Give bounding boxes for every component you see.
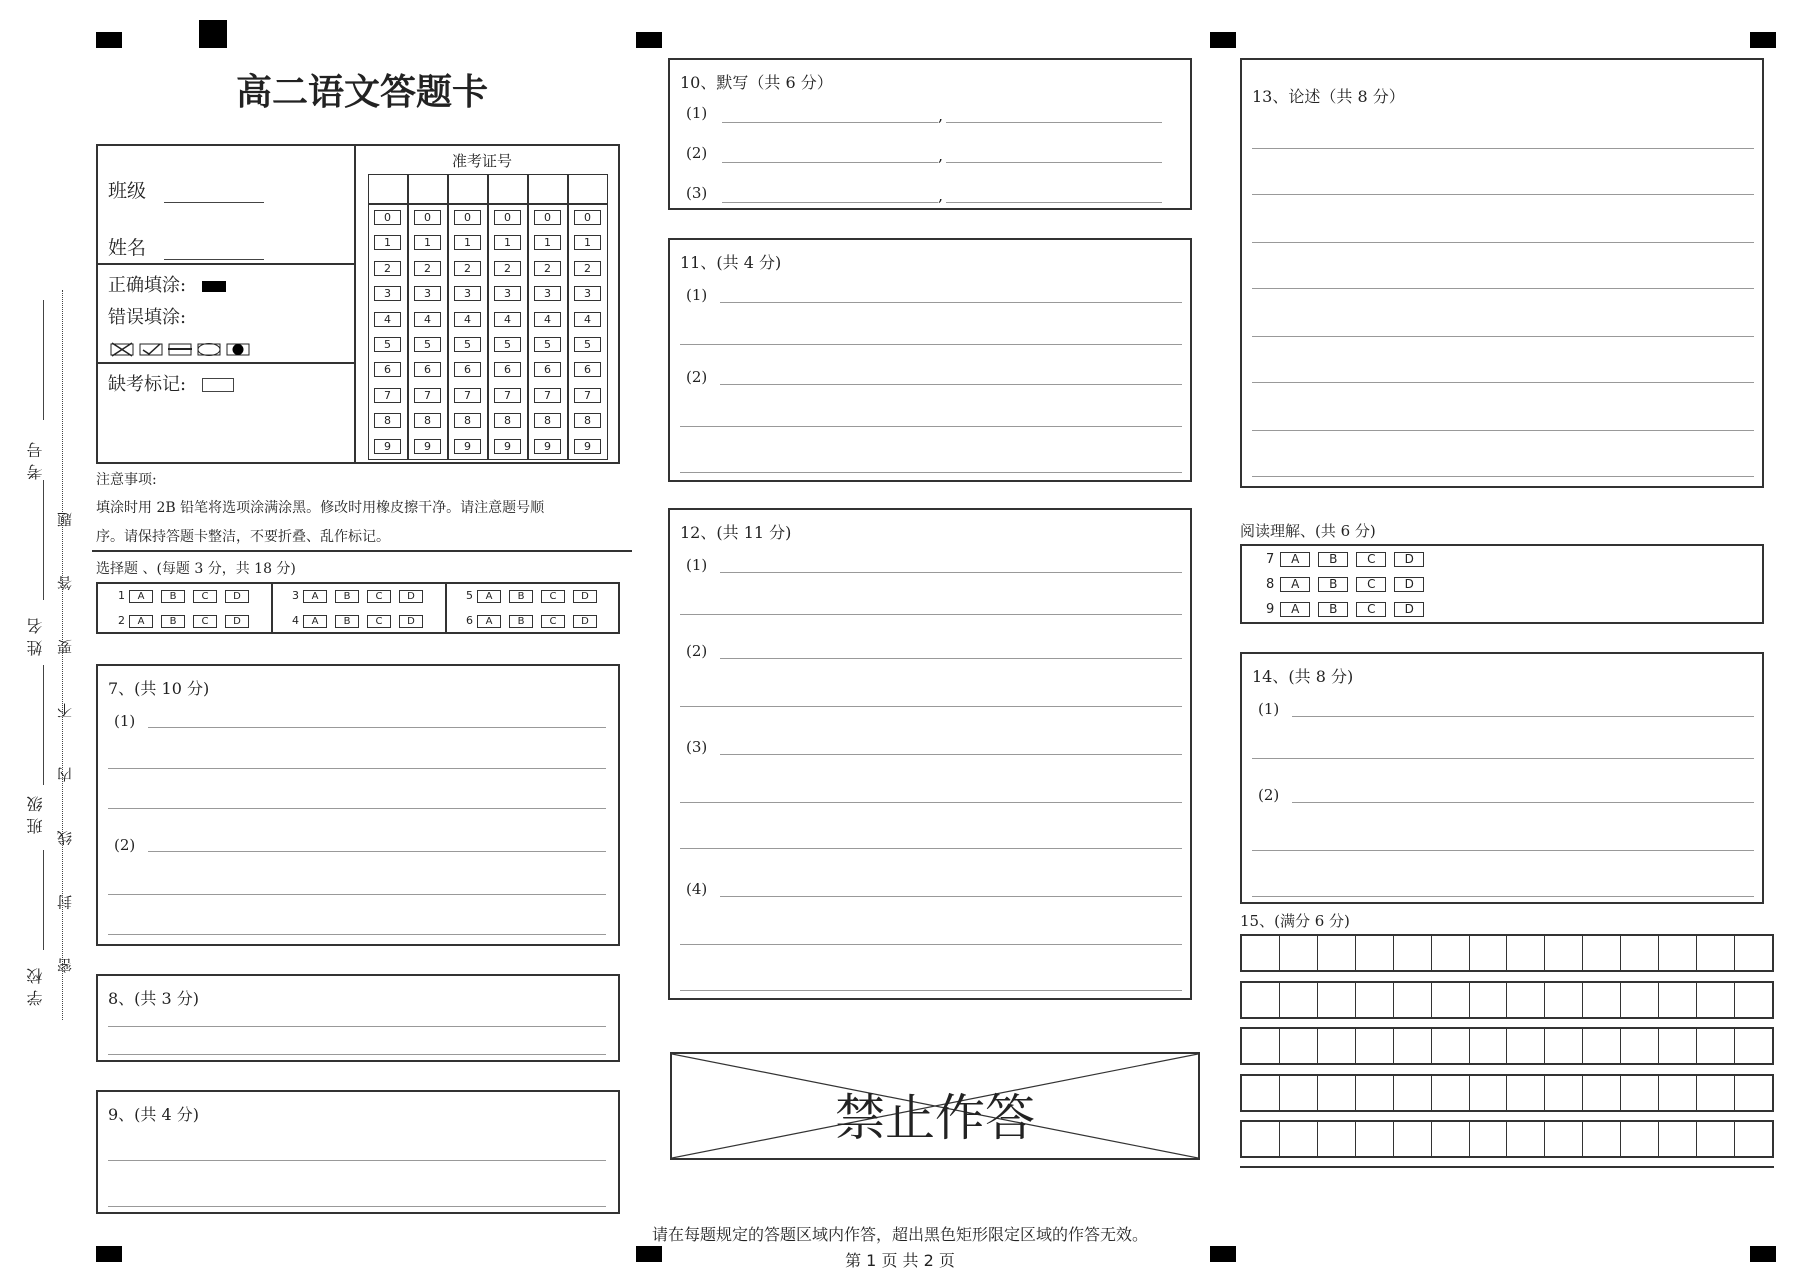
choice-box bbox=[96, 582, 620, 634]
writing-grid-cell[interactable] bbox=[1507, 1076, 1545, 1110]
writing-grid-cell[interactable] bbox=[1735, 1029, 1772, 1063]
exam-id-digit-bubble[interactable]: 9 bbox=[494, 439, 521, 454]
reading-question-number: 7 bbox=[1266, 552, 1275, 567]
writing-grid-cell[interactable] bbox=[1697, 1029, 1735, 1063]
exam-id-digit-bubble[interactable]: 8 bbox=[414, 413, 441, 428]
writing-grid-row bbox=[1240, 981, 1774, 1019]
reading-option-bubble[interactable]: C bbox=[1356, 577, 1386, 592]
correct-fill-sample bbox=[202, 281, 226, 292]
binding-label-exam-id: 考号 bbox=[26, 436, 45, 480]
choice-question-number: 1 bbox=[118, 589, 125, 602]
exam-id-digit-bubble[interactable]: 8 bbox=[454, 413, 481, 428]
question-10-box[interactable]: 10、默写（共 6 分） (1) , (2) , (3) , bbox=[668, 58, 1192, 210]
writing-grid-cell[interactable] bbox=[1697, 1122, 1735, 1156]
choice-question-row bbox=[466, 589, 605, 603]
choice-option-bubble[interactable]: B bbox=[509, 590, 533, 603]
writing-grid-row bbox=[1240, 934, 1774, 972]
exam-id-digit-bubble[interactable]: 0 bbox=[374, 210, 401, 225]
writing-grid-cell[interactable] bbox=[1545, 1029, 1583, 1063]
no-answer-zone bbox=[670, 1052, 1200, 1160]
writing-grid-cell[interactable] bbox=[1318, 936, 1356, 970]
registration-mark bbox=[96, 32, 122, 48]
reading-question-number: 9 bbox=[1266, 602, 1275, 617]
writing-grid-cell[interactable] bbox=[1280, 983, 1318, 1017]
wrong-fill-label: 错误填涂: bbox=[108, 307, 187, 328]
q7-part-2-label: (2) bbox=[114, 836, 136, 854]
exam-id-digit-bubble[interactable]: 5 bbox=[494, 337, 521, 352]
exam-id-grid bbox=[368, 174, 608, 462]
exam-id-digit-bubble[interactable]: 7 bbox=[494, 388, 521, 403]
exam-id-digit-bubble[interactable]: 4 bbox=[494, 312, 521, 327]
writing-grid-cell[interactable] bbox=[1242, 1076, 1280, 1110]
question-13-box[interactable] bbox=[1240, 58, 1764, 488]
footer-warning: 请在每题规定的答题区域内作答，超出黑色矩形限定区域的作答无效。 bbox=[651, 1225, 1148, 1244]
choice-option-bubble[interactable]: D bbox=[399, 615, 423, 628]
question-10-title: 10、默写（共 6 分） bbox=[680, 73, 833, 92]
question-7-box[interactable] bbox=[96, 664, 620, 946]
exam-id-digit-bubble[interactable]: 0 bbox=[454, 210, 481, 225]
exam-id-write-cell[interactable] bbox=[488, 174, 528, 204]
question-12-box[interactable] bbox=[668, 508, 1192, 1000]
writing-grid-cell[interactable] bbox=[1432, 936, 1470, 970]
exam-id-digit-bubble[interactable]: 3 bbox=[574, 286, 601, 301]
writing-grid-cell[interactable] bbox=[1659, 1029, 1697, 1063]
writing-grid-row bbox=[1240, 1027, 1774, 1065]
registration-mark bbox=[1210, 32, 1236, 48]
writing-grid-cell[interactable] bbox=[1242, 1122, 1280, 1156]
registration-mark bbox=[199, 20, 227, 48]
writing-grid-cell[interactable] bbox=[1621, 1029, 1659, 1063]
choice-question-number: 6 bbox=[466, 614, 473, 627]
exam-id-digit-bubble[interactable]: 4 bbox=[454, 312, 481, 327]
exam-id-digit-bubble[interactable]: 9 bbox=[414, 439, 441, 454]
writing-grid-cell[interactable] bbox=[1507, 983, 1545, 1017]
binding-label-name: 姓名 bbox=[26, 612, 45, 656]
q12-part-3-label: (3) bbox=[686, 738, 708, 756]
class-label: 班级 bbox=[108, 180, 147, 202]
exam-id-digit-bubble[interactable]: 9 bbox=[534, 439, 561, 454]
exam-id-digit-bubble[interactable]: 7 bbox=[534, 388, 561, 403]
writing-grid-cell[interactable] bbox=[1470, 1122, 1508, 1156]
exam-id-write-cell[interactable] bbox=[528, 174, 568, 204]
question-15-title: 15、(满分 6 分) bbox=[1240, 912, 1350, 930]
choice-option-bubble[interactable]: B bbox=[335, 615, 359, 628]
exam-id-digit-bubble[interactable]: 9 bbox=[574, 439, 601, 454]
writing-grid-cell[interactable] bbox=[1583, 1076, 1621, 1110]
choice-option-bubble[interactable]: B bbox=[335, 590, 359, 603]
exam-id-digit-bubble[interactable]: 0 bbox=[574, 210, 601, 225]
choice-option-bubble[interactable]: A bbox=[303, 590, 327, 603]
choice-option-bubble[interactable]: A bbox=[129, 615, 153, 628]
writing-grid-cell[interactable] bbox=[1280, 1029, 1318, 1063]
writing-grid-cell[interactable] bbox=[1621, 936, 1659, 970]
exam-id-digit-bubble[interactable]: 4 bbox=[534, 312, 561, 327]
writing-grid-cell[interactable] bbox=[1280, 936, 1318, 970]
writing-grid-cell[interactable] bbox=[1356, 1029, 1394, 1063]
writing-grid-cell[interactable] bbox=[1470, 1076, 1508, 1110]
writing-grid-cell[interactable] bbox=[1356, 983, 1394, 1017]
exam-id-digit-bubble[interactable]: 3 bbox=[454, 286, 481, 301]
writing-grid-cell[interactable] bbox=[1394, 936, 1432, 970]
question-9-box[interactable] bbox=[96, 1090, 620, 1214]
writing-grid-cell[interactable] bbox=[1697, 936, 1735, 970]
class-field[interactable] bbox=[164, 184, 264, 203]
choice-option-bubble[interactable]: A bbox=[477, 590, 501, 603]
notice-line-2: 序。请保持答题卡整洁，不要折叠、乱作标记。 bbox=[96, 529, 390, 545]
seal-text: 密 封 线 内 不 要 答 题 bbox=[56, 490, 74, 974]
choice-title: 选择题 、(每题 3 分，共 18 分) bbox=[96, 561, 296, 577]
exam-id-digit-bubble[interactable]: 1 bbox=[374, 235, 401, 250]
writing-grid-cell[interactable] bbox=[1735, 1076, 1772, 1110]
writing-grid-cell[interactable] bbox=[1545, 983, 1583, 1017]
exam-id-digit-bubble[interactable]: 0 bbox=[534, 210, 561, 225]
reading-title: 阅读理解、(共 6 分) bbox=[1240, 522, 1376, 540]
q10-part-1-label: (1) bbox=[686, 104, 708, 122]
exam-id-write-cell[interactable] bbox=[408, 174, 448, 204]
writing-grid-cell[interactable] bbox=[1583, 1029, 1621, 1063]
writing-grid-cell[interactable] bbox=[1583, 936, 1621, 970]
q11-part-2-label: (2) bbox=[686, 368, 708, 386]
exam-id-digit-bubble[interactable]: 6 bbox=[414, 362, 441, 377]
writing-grid-cell[interactable] bbox=[1394, 1122, 1432, 1156]
writing-grid-cell[interactable] bbox=[1318, 1076, 1356, 1110]
writing-grid-cell[interactable] bbox=[1735, 983, 1772, 1017]
reading-question-row bbox=[1266, 602, 1432, 617]
choice-question-row bbox=[466, 614, 605, 628]
writing-grid-cell[interactable] bbox=[1621, 983, 1659, 1017]
question-11-box[interactable] bbox=[668, 238, 1192, 482]
choice-option-bubble[interactable]: D bbox=[225, 615, 249, 628]
writing-grid-cell[interactable] bbox=[1659, 1076, 1697, 1110]
exam-id-digit-bubble[interactable]: 0 bbox=[414, 210, 441, 225]
exam-id-digit-bubble[interactable]: 2 bbox=[534, 261, 561, 276]
writing-grid-cell[interactable] bbox=[1356, 1076, 1394, 1110]
page-number: 第 1 页 共 2 页 bbox=[845, 1251, 955, 1270]
choice-option-bubble[interactable]: C bbox=[541, 590, 565, 603]
choice-question-number: 5 bbox=[466, 589, 473, 602]
exam-id-digit-bubble[interactable]: 5 bbox=[414, 337, 441, 352]
exam-id-digit-bubble[interactable]: 8 bbox=[534, 413, 561, 428]
writing-grid-cell[interactable] bbox=[1394, 1029, 1432, 1063]
writing-grid-cell[interactable] bbox=[1735, 936, 1772, 970]
writing-grid-cell[interactable] bbox=[1659, 983, 1697, 1017]
choice-option-bubble[interactable]: D bbox=[573, 615, 597, 628]
exam-id-digit-bubble[interactable]: 7 bbox=[574, 388, 601, 403]
exam-id-digit-bubble[interactable]: 6 bbox=[574, 362, 601, 377]
notice-line-1: 填涂时用 2B 铅笔将选项涂满涂黑。修改时用橡皮擦干净。请注意题号顺 bbox=[96, 500, 545, 516]
exam-id-digit-bubble[interactable]: 2 bbox=[374, 261, 401, 276]
choice-option-bubble[interactable]: A bbox=[129, 590, 153, 603]
exam-id-digit-bubble[interactable]: 2 bbox=[454, 261, 481, 276]
writing-grid-cell[interactable] bbox=[1394, 983, 1432, 1017]
correct-fill-label: 正确填涂: bbox=[108, 275, 187, 296]
question-14-box[interactable] bbox=[1240, 652, 1764, 904]
writing-grid-cell[interactable] bbox=[1659, 1122, 1697, 1156]
question-8-box[interactable] bbox=[96, 974, 620, 1062]
writing-grid-cell[interactable] bbox=[1432, 983, 1470, 1017]
registration-mark bbox=[636, 32, 662, 48]
reading-option-bubble[interactable]: B bbox=[1318, 577, 1348, 592]
exam-id-digit-bubble[interactable]: 5 bbox=[454, 337, 481, 352]
exam-id-digit-bubble[interactable]: 9 bbox=[454, 439, 481, 454]
choice-option-bubble[interactable]: D bbox=[225, 590, 249, 603]
writing-grid-cell[interactable] bbox=[1432, 1076, 1470, 1110]
reading-option-bubble[interactable]: C bbox=[1356, 602, 1386, 617]
binding-label-school: 学校 bbox=[26, 962, 45, 1006]
question-7-title: 7、(共 10 分) bbox=[108, 679, 210, 698]
choice-option-bubble[interactable]: C bbox=[193, 615, 217, 628]
exam-id-digit-bubble[interactable]: 2 bbox=[574, 261, 601, 276]
absent-checkbox[interactable] bbox=[202, 378, 234, 392]
exam-id-digit-bubble[interactable]: 9 bbox=[374, 439, 401, 454]
reading-question-row bbox=[1266, 552, 1432, 567]
exam-id-digit-bubble[interactable]: 3 bbox=[414, 286, 441, 301]
choice-option-bubble[interactable]: B bbox=[161, 590, 185, 603]
choice-option-bubble[interactable]: C bbox=[193, 590, 217, 603]
absent-label: 缺考标记: bbox=[108, 374, 187, 395]
choice-option-bubble[interactable]: A bbox=[477, 615, 501, 628]
writing-grid-cell[interactable] bbox=[1583, 983, 1621, 1017]
writing-grid-cell[interactable] bbox=[1621, 1122, 1659, 1156]
writing-grid-cell[interactable] bbox=[1394, 1076, 1432, 1110]
writing-grid-row bbox=[1240, 1120, 1774, 1158]
exam-id-digit-bubble[interactable]: 7 bbox=[454, 388, 481, 403]
exam-id-title: 准考证号 bbox=[452, 152, 513, 170]
exam-id-write-cell[interactable] bbox=[568, 174, 608, 204]
writing-grid-cell[interactable] bbox=[1280, 1122, 1318, 1156]
q12-part-4-label: (4) bbox=[686, 880, 708, 898]
choice-question-row bbox=[118, 614, 257, 628]
reading-option-bubble[interactable]: A bbox=[1280, 577, 1310, 592]
question-9-title: 9、(共 4 分) bbox=[108, 1105, 200, 1124]
reading-option-bubble[interactable]: D bbox=[1394, 552, 1424, 567]
reading-option-bubble[interactable]: B bbox=[1318, 602, 1348, 617]
reading-option-bubble[interactable]: B bbox=[1318, 552, 1348, 567]
exam-id-digit-bubble[interactable]: 4 bbox=[414, 312, 441, 327]
writing-grid-cell[interactable] bbox=[1242, 1029, 1280, 1063]
exam-id-digit-bubble[interactable]: 8 bbox=[374, 413, 401, 428]
exam-id-digit-bubble[interactable]: 3 bbox=[534, 286, 561, 301]
writing-grid-cell[interactable] bbox=[1583, 1122, 1621, 1156]
writing-grid-cell[interactable] bbox=[1697, 983, 1735, 1017]
reading-option-bubble[interactable]: A bbox=[1280, 552, 1310, 567]
exam-id-digit-bubble[interactable]: 6 bbox=[534, 362, 561, 377]
page-title: 高二语文答题卡 bbox=[236, 71, 489, 113]
q12-part-2-label: (2) bbox=[686, 642, 708, 660]
choice-question-number: 3 bbox=[292, 589, 299, 602]
choice-option-bubble[interactable]: C bbox=[367, 590, 391, 603]
choice-option-bubble[interactable]: C bbox=[541, 615, 565, 628]
name-field[interactable] bbox=[164, 241, 264, 260]
choice-question-row bbox=[118, 589, 257, 603]
writing-grid-cell[interactable] bbox=[1356, 936, 1394, 970]
exam-id-digit-bubble[interactable]: 6 bbox=[374, 362, 401, 377]
wrong-fill-samples bbox=[110, 342, 260, 362]
q12-part-1-label: (1) bbox=[686, 556, 708, 574]
reading-question-row bbox=[1266, 577, 1432, 592]
choice-option-bubble[interactable]: C bbox=[367, 615, 391, 628]
exam-id-write-cell[interactable] bbox=[368, 174, 408, 204]
reading-box bbox=[1240, 544, 1764, 624]
writing-grid-cell[interactable] bbox=[1356, 1122, 1394, 1156]
q10-part-2-label: (2) bbox=[686, 144, 708, 162]
exam-id-digit-bubble[interactable]: 3 bbox=[374, 286, 401, 301]
exam-id-digit-bubble[interactable]: 6 bbox=[494, 362, 521, 377]
choice-option-bubble[interactable]: A bbox=[303, 615, 327, 628]
reading-option-bubble[interactable]: C bbox=[1356, 552, 1386, 567]
choice-option-bubble[interactable]: D bbox=[399, 590, 423, 603]
exam-id-digit-bubble[interactable]: 6 bbox=[454, 362, 481, 377]
exam-id-digit-bubble[interactable]: 0 bbox=[494, 210, 521, 225]
writing-grid-cell[interactable] bbox=[1545, 936, 1583, 970]
writing-grid-cell[interactable] bbox=[1242, 936, 1280, 970]
question-14-title: 14、(共 8 分) bbox=[1252, 667, 1354, 686]
registration-mark bbox=[1750, 32, 1776, 48]
choice-question-number: 4 bbox=[292, 614, 299, 627]
binding-label-class: 班级 bbox=[26, 790, 45, 834]
exam-id-digit-bubble[interactable]: 7 bbox=[374, 388, 401, 403]
writing-grid-cell[interactable] bbox=[1545, 1122, 1583, 1156]
divider bbox=[1240, 1166, 1774, 1168]
exam-id-digit-bubble[interactable]: 1 bbox=[574, 235, 601, 250]
divider bbox=[92, 550, 632, 552]
student-info-box bbox=[96, 144, 620, 464]
no-answer-text: 禁止作答 bbox=[835, 1089, 1035, 1147]
writing-grid-cell[interactable] bbox=[1280, 1076, 1318, 1110]
exam-id-digit-bubble[interactable]: 2 bbox=[414, 261, 441, 276]
question-12-title: 12、(共 11 分) bbox=[680, 523, 792, 542]
exam-id-digit-bubble[interactable]: 3 bbox=[494, 286, 521, 301]
exam-id-digit-bubble[interactable]: 1 bbox=[414, 235, 441, 250]
exam-id-digit-bubble[interactable]: 8 bbox=[494, 413, 521, 428]
choice-question-number: 2 bbox=[118, 614, 125, 627]
writing-grid-cell[interactable] bbox=[1507, 936, 1545, 970]
notice-heading: 注意事项: bbox=[96, 472, 157, 488]
writing-grid-cell[interactable] bbox=[1432, 1122, 1470, 1156]
reading-option-bubble[interactable]: A bbox=[1280, 602, 1310, 617]
writing-grid-cell[interactable] bbox=[1432, 1029, 1470, 1063]
question-11-title: 11、(共 4 分) bbox=[680, 253, 782, 272]
choice-option-bubble[interactable]: B bbox=[161, 615, 185, 628]
writing-grid-cell[interactable] bbox=[1318, 983, 1356, 1017]
exam-id-digit-bubble[interactable]: 5 bbox=[534, 337, 561, 352]
reading-question-number: 8 bbox=[1266, 577, 1275, 592]
choice-option-bubble[interactable]: D bbox=[573, 590, 597, 603]
writing-grid-cell[interactable] bbox=[1659, 936, 1697, 970]
writing-grid-cell[interactable] bbox=[1318, 1029, 1356, 1063]
q10-part-3-label: (3) bbox=[686, 184, 708, 202]
exam-id-digit-bubble[interactable]: 5 bbox=[574, 337, 601, 352]
exam-id-write-cell[interactable] bbox=[448, 174, 488, 204]
writing-grid-cell[interactable] bbox=[1470, 1029, 1508, 1063]
writing-grid-cell[interactable] bbox=[1697, 1076, 1735, 1110]
exam-id-digit-bubble[interactable]: 4 bbox=[574, 312, 601, 327]
choice-question-row bbox=[292, 589, 431, 603]
exam-id-digit-bubble[interactable]: 1 bbox=[494, 235, 521, 250]
exam-id-digit-bubble[interactable]: 2 bbox=[494, 261, 521, 276]
reading-option-bubble[interactable]: D bbox=[1394, 602, 1424, 617]
writing-grid-cell[interactable] bbox=[1470, 936, 1508, 970]
writing-grid-cell[interactable] bbox=[1507, 1029, 1545, 1063]
writing-grid-cell[interactable] bbox=[1545, 1076, 1583, 1110]
writing-grid-cell[interactable] bbox=[1242, 983, 1280, 1017]
reading-option-bubble[interactable]: D bbox=[1394, 577, 1424, 592]
q7-part-1-label: (1) bbox=[114, 712, 136, 730]
writing-grid-cell[interactable] bbox=[1621, 1076, 1659, 1110]
choice-option-bubble[interactable]: B bbox=[509, 615, 533, 628]
writing-grid-cell[interactable] bbox=[1470, 983, 1508, 1017]
exam-id-digit-bubble[interactable]: 5 bbox=[374, 337, 401, 352]
choice-question-row bbox=[292, 614, 431, 628]
writing-grid-cell[interactable] bbox=[1318, 1122, 1356, 1156]
q14-part-1-label: (1) bbox=[1258, 700, 1280, 718]
exam-id-digit-bubble[interactable]: 1 bbox=[454, 235, 481, 250]
question-13-title: 13、论述（共 8 分） bbox=[1252, 87, 1405, 106]
name-label: 姓名 bbox=[108, 237, 147, 259]
writing-grid-cell[interactable] bbox=[1507, 1122, 1545, 1156]
exam-id-digit-bubble[interactable]: 7 bbox=[414, 388, 441, 403]
exam-id-digit-bubble[interactable]: 8 bbox=[574, 413, 601, 428]
writing-grid-cell[interactable] bbox=[1735, 1122, 1772, 1156]
q11-part-1-label: (1) bbox=[686, 286, 708, 304]
q14-part-2-label: (2) bbox=[1258, 786, 1280, 804]
exam-id-digit-bubble[interactable]: 1 bbox=[534, 235, 561, 250]
writing-grid-row bbox=[1240, 1074, 1774, 1112]
exam-id-digit-bubble[interactable]: 4 bbox=[374, 312, 401, 327]
question-8-title: 8、(共 3 分) bbox=[108, 989, 200, 1008]
